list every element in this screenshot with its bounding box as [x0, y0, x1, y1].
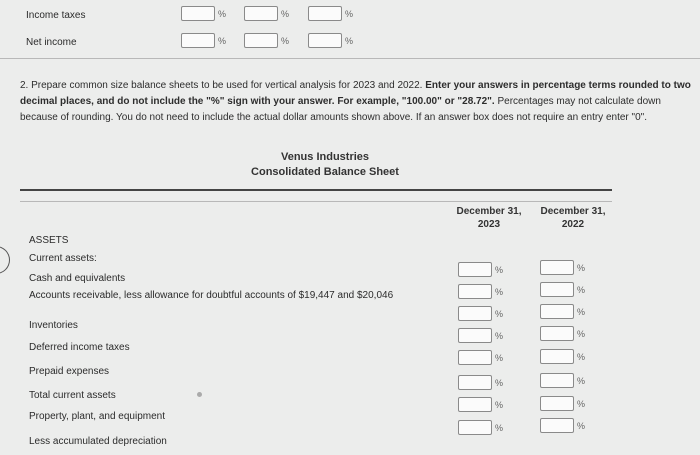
cash-label: Cash and equivalents [29, 273, 126, 284]
pct-2022-row-5: % [540, 349, 585, 364]
net-income-pct-2: % [244, 33, 289, 48]
income-taxes-pct-1: % [181, 6, 226, 21]
section-divider [0, 58, 700, 59]
pct-2023-row-7: % [458, 397, 503, 412]
instructions: 2. Prepare common size balance sheets to be used for vertical analysis for 2023 and 2022. Enter your answers in percentage terms rounded to two decimal places, and do not include the "%" sign with your answer. For example, "100.00" or "28.72". Percentages may not calculate down because of rounding. You do not need to include the actual dollar amounts shown above. If an answer box does not require an entry enter "0". [20, 80, 691, 123]
statement-title: Consolidated Balance Sheet [251, 166, 399, 178]
deferred-income-taxes-label: Deferred income taxes [29, 342, 130, 353]
assets-heading: ASSETS [29, 235, 69, 246]
net-income-pct-1: % [181, 33, 226, 48]
pct-2023-row-5: % [458, 350, 503, 365]
income-taxes-input-2[interactable] [244, 6, 278, 21]
total-current-assets-label: Total current assets [29, 390, 116, 401]
pct-2023-row-6: % [458, 375, 503, 390]
ppe-2023-input[interactable] [458, 397, 492, 412]
ppe-2022-input[interactable] [540, 396, 574, 411]
pct-2023-row-2: % [458, 284, 503, 299]
receivables-2023-input[interactable] [458, 284, 492, 299]
income-taxes-input-3[interactable] [308, 6, 342, 21]
income-taxes-input-1[interactable] [181, 6, 215, 21]
cash-2022-input[interactable] [540, 260, 574, 275]
total-current-2022-input[interactable] [540, 373, 574, 388]
prepaid-expenses-label: Prepaid expenses [29, 366, 110, 377]
side-handle [0, 246, 10, 274]
net-income-pct-3: % [308, 33, 353, 48]
prepaid-2022-input[interactable] [540, 349, 574, 364]
current-assets-heading: Current assets: [29, 253, 97, 264]
pct-2022-row-7: % [540, 396, 585, 411]
accum-dep-2022-input[interactable] [540, 418, 574, 433]
accumulated-depreciation-label: Less accumulated depreciation [29, 436, 167, 447]
deferred-taxes-2022-input[interactable] [540, 326, 574, 341]
pct-2022-row-3: % [540, 304, 585, 319]
inventories-2022-input[interactable] [540, 304, 574, 319]
cash-2023-input[interactable] [458, 262, 492, 277]
pct-2023-row-1: % [458, 262, 503, 277]
total-current-2023-input[interactable] [458, 375, 492, 390]
ppe-label: Property, plant, and equipment [29, 411, 166, 422]
inventories-label: Inventories [29, 320, 78, 331]
inventories-2023-input[interactable] [458, 306, 492, 321]
accounts-receivable-label: Accounts receivable, less allowance for doubtful accounts of $19,447 and $20,046 [29, 290, 394, 301]
net-income-label: Net income [26, 37, 77, 48]
income-taxes-pct-3: % [308, 6, 353, 21]
pct-2022-row-6: % [540, 373, 585, 388]
column-header-2023: December 31, 2023 [456, 206, 522, 230]
prepaid-2023-input[interactable] [458, 350, 492, 365]
net-income-input-2[interactable] [244, 33, 278, 48]
column-header-2022: December 31, 2022 [540, 206, 606, 230]
income-taxes-pct-2: % [244, 6, 289, 21]
pct-2023-row-4: % [458, 328, 503, 343]
pct-2023-row-3: % [458, 306, 503, 321]
income-taxes-label: Income taxes [26, 10, 86, 21]
deferred-taxes-2023-input[interactable] [458, 328, 492, 343]
pct-2022-row-4: % [540, 326, 585, 341]
company-name: Venus Industries [280, 151, 370, 163]
indicator-dot [197, 392, 202, 397]
pct-2022-row-1: % [540, 260, 585, 275]
net-income-input-1[interactable] [181, 33, 215, 48]
pct-2022-row-8: % [540, 418, 585, 433]
header-rule-top [20, 189, 612, 191]
receivables-2022-input[interactable] [540, 282, 574, 297]
net-income-input-3[interactable] [308, 33, 342, 48]
accum-dep-2023-input[interactable] [458, 420, 492, 435]
header-rule-bottom [20, 201, 612, 202]
pct-2022-row-2: % [540, 282, 585, 297]
pct-2023-row-8: % [458, 420, 503, 435]
